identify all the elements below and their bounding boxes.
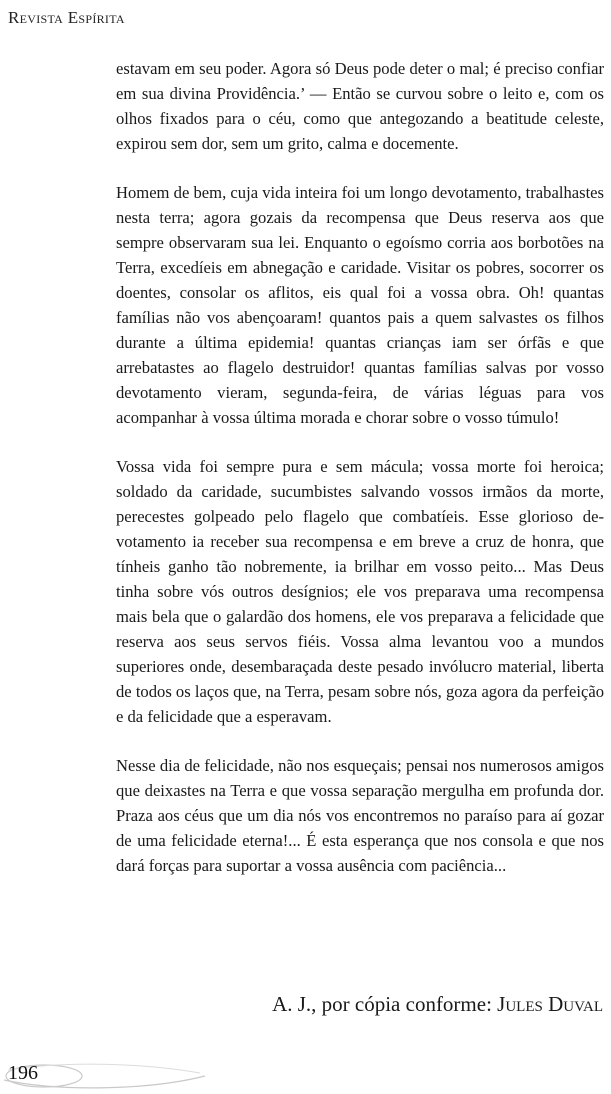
signature-prefix: A. J., por cópia conforme: bbox=[272, 992, 498, 1016]
paragraph-1: estavam em seu poder. Agora só Deus pode deter o mal; é preciso confiar em sua divina Providência.’ — Então se curvou sobre o leito e, com os olhos fixados para o céu, como que antegozando a beatitude celeste, expirou sem dor, sem um grito, calma e docemente. bbox=[116, 59, 604, 153]
paragraph-2: Homem de bem, cuja vida inteira foi um longo devotamento, trabalhastes nesta terra; agora gozais da recompensa que Deus reserva aos que sempre observaram sua lei. Enquanto o egoísmo corria aos borbotões na Terra, excedíeis em abnegação e caridade. Visitar os pobres, socorrer os doentes, consolar os aflitos, eis qual foi a vossa obra. Oh! quantas famílias não vos abençoaram! quantos pais a quem salvastes os filhos durante a última epidemia! quantas crianças iam ser órfãs e que arrebatastes ao flagelo destruidor! quantas famílias salvas por vosso devotamento vieram, segunda-feira, de várias léguas para vos acompanhar à vossa última morada e chorar sobre o vosso túmulo! bbox=[116, 183, 604, 427]
page-number: 196 bbox=[8, 1062, 38, 1084]
signature-line bbox=[272, 992, 603, 1017]
signature-name: Jules Duval bbox=[497, 992, 603, 1016]
running-head: Revista Espírita bbox=[8, 8, 125, 27]
paragraph-4: Nesse dia de felicidade, não nos esqueçais; pensai nos numerosos amigos que deixastes na Terra e que vossa separação mergulha em profunda dor. Praza aos céus que um dia nós vos encontremos no paraíso para aí gozar de uma felicidade eterna!... É esta esperança que nos consola e que nos dará forças para suportar a vossa ausência com paciência... bbox=[116, 756, 604, 875]
body-text bbox=[116, 56, 604, 902]
paragraph-3: Vossa vida foi sempre pura e sem mácula; vossa morte foi heroica; soldado da caridade, sucumbistes salvando vossos irmãos da morte, perecestes golpeado pelo flagelo que combatíeis. Esse glorioso devotamento ia receber sua recompensa e em breve a cruz de honra, que tínheis ganho tão nobremente, ia brilhar em vosso peito... Mas Deus tinha sobre vós outros desígnios; ele vos preparava uma recompensa mais bela que o galardão dos homens, ele vos preparava a felicidade que reserva aos seus servos fiéis. Vossa alma levantou voo a mundos superiores onde, desembaraçada deste pesado invólucro material, liberta de todos os laços que, na Terra, pesam sobre nós, goza agora da perfeição e da felicidade que a esperavam. bbox=[116, 457, 604, 726]
